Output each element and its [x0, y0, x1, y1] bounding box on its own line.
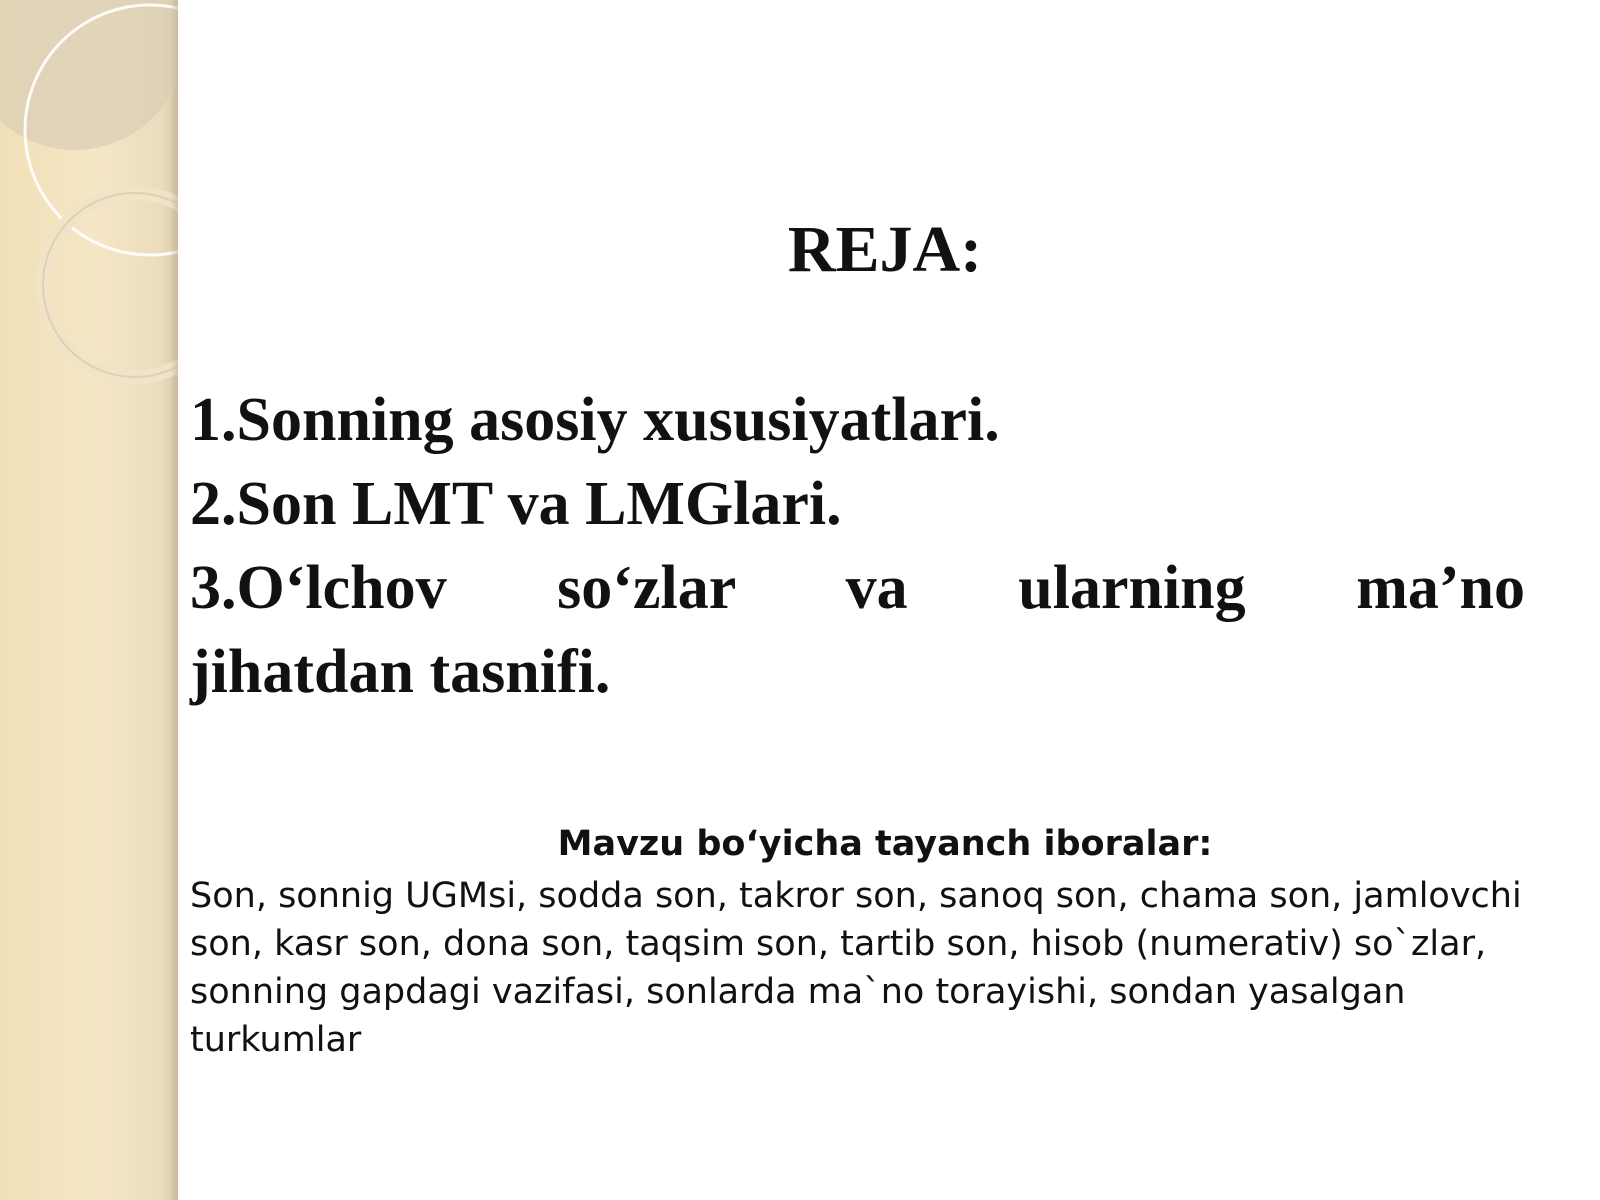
plan-item-3-line-1: 3.O‘lchov so‘zlar va ularning ma’no — [190, 554, 1525, 622]
keywords-text: Son, sonnig UGMsi, sodda son, takror son, sanoq son, chama son, jamlovchi son, kasr son, dona son, taqsim son, tartib son, hisob (numerativ) so`zlar, sonning gapdagi vazifasi, sonlarda ma`no torayishi, sondan yasalgan turkumlar — [190, 876, 1522, 1060]
plan-item-2: 2.Son LMT va LMGlari. — [190, 470, 842, 538]
plan-item-3 — [190, 546, 1525, 714]
slide-title: REJA: — [787, 213, 983, 286]
plan-item-1: 1.Sonning asosiy xususiyatlari. — [190, 386, 1000, 454]
thick-ring — [43, 193, 178, 377]
plan-item-3-line-2: jihatdan tasnifi. — [190, 638, 611, 706]
decorative-rings — [0, 0, 178, 400]
decorative-side-band — [0, 0, 178, 1200]
keywords-heading: Mavzu bo‘yicha tayanch iboralar: — [557, 824, 1213, 864]
plan-list — [190, 378, 1525, 714]
